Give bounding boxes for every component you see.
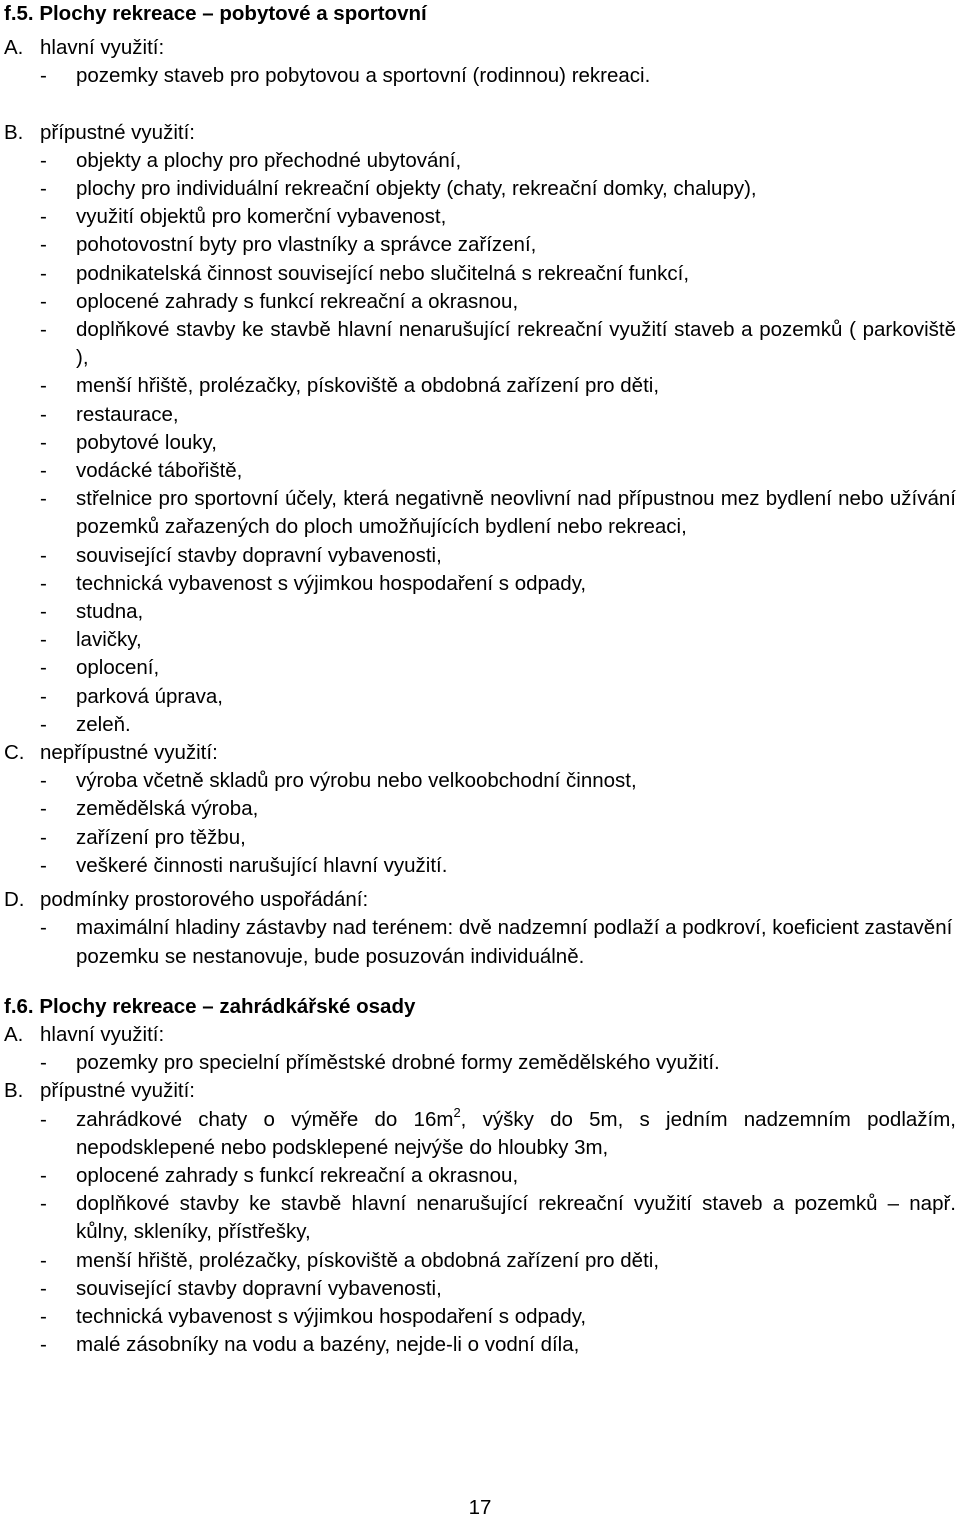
list-item: - parková úprava, [40, 684, 224, 708]
subsection-title: přípustné využití: [40, 1079, 195, 1103]
list-item: - využití objektů pro komerční vybavenost, [40, 205, 447, 229]
superscript: 2 [453, 1104, 461, 1120]
list-item: - plochy pro individuální rekreační objekty (chaty, rekreační domky, chalupy), [40, 177, 757, 201]
subsection-letter: A. [4, 1022, 24, 1046]
list-f5-b [4, 147, 960, 739]
subsection-title: hlavní využití: [40, 36, 165, 60]
list-item: - menší hřiště, prolézačky, pískoviště a obdobná zařízení pro děti, [40, 1248, 660, 1272]
list-item: - objekty a plochy pro přechodné ubytování, [40, 148, 462, 172]
list-item: - restaurace, [40, 402, 179, 426]
list-item: - oplocené zahrady s funkcí rekreační a okrasnou, [40, 1163, 519, 1187]
subsection-label-f5-b [4, 119, 960, 147]
subsection-label-f5-d [4, 886, 960, 914]
list-item: - výroba včetně skladů pro výrobu nebo velkoobchodní činnost, [40, 769, 637, 793]
page-number: 17 [468, 1496, 492, 1519]
section-heading-f6: f.6. Plochy rekreace – zahrádkářské osady [4, 994, 416, 1018]
list-item: - související stavby dopravní vybavenosti, [40, 1276, 442, 1300]
list-item: - pozemky staveb pro pobytovou a sportovní (rodinnou) rekreaci. [40, 64, 651, 88]
subsection-letter: B. [4, 1079, 24, 1103]
subsection-letter: A. [4, 36, 24, 60]
subsection-label-f6-a [4, 1021, 960, 1049]
subsection-letter: C. [4, 741, 25, 765]
list-item: - související stavby dopravní vybavenosti, [40, 543, 442, 567]
list-f5-d [4, 914, 960, 970]
subsection-label-f5-c [4, 739, 960, 767]
list-item: - lavičky, [40, 628, 142, 652]
list-item: - technická vybavenost s výjimkou hospodaření s odpady, [40, 1304, 587, 1328]
subsection-label-f5-a [4, 34, 960, 62]
list-item: - menší hřiště, prolézačky, pískoviště a obdobná zařízení pro děti, [40, 374, 660, 398]
subsection-letter: B. [4, 120, 24, 144]
list-item: - oplocení, [40, 656, 160, 680]
subsection-letter: D. [4, 888, 25, 912]
list-item: - zemědělská výroba, [40, 797, 259, 821]
list-item: - pohotovostní byty pro vlastníky a správce zařízení, [40, 233, 537, 257]
list-item: - podnikatelská činnost související nebo slučitelná s rekreační funkcí, [40, 261, 690, 285]
section-heading-f5: f.5. Plochy rekreace – pobytové a sportovní [4, 2, 427, 25]
list-item: - doplňkové stavby ke stavbě hlavní nenarušující rekreační využití staveb a pozemků – např. kůlny, skleníky, přístřešky, [40, 1192, 956, 1244]
subsection-title: přípustné využití: [40, 120, 195, 144]
subsection-title: hlavní využití: [40, 1022, 165, 1046]
list-item: - doplňkové stavby ke stavbě hlavní nenarušující rekreační využití staveb a pozemků ( parkoviště ), [40, 318, 956, 370]
list-item: - malé zásobníky na vodu a bazény, nejde-li o vodní díla, [40, 1333, 580, 1357]
list-f6-a [4, 1049, 960, 1077]
list-item: - veškeré činnosti narušující hlavní využití. [40, 853, 448, 877]
subsection-label-f6-b [4, 1077, 960, 1105]
subsection-title: podmínky prostorového uspořádání: [40, 888, 369, 912]
list-item: - maximální hladiny zástavby nad terénem: dvě nadzemní podlaží a podkroví, koeficient zastavění pozemku se nestanovuje, bude posuzován individuálně. [40, 916, 953, 968]
list-item: - pozemky pro specielní příměstské drobné formy zemědělského využití. [40, 1051, 720, 1075]
subsection-title: nepřípustné využití: [40, 741, 218, 765]
list-item: - zeleň. [40, 712, 131, 736]
list-f5-c [4, 767, 960, 880]
list-f6-b [4, 1106, 960, 1360]
list-item: - technická vybavenost s výjimkou hospodaření s odpady, [40, 571, 587, 595]
list-item: - oplocené zahrady s funkcí rekreační a okrasnou, [40, 289, 519, 313]
list-item: - vodácké tábořiště, [40, 459, 243, 483]
list-item: - zahrádkové chaty o výměře do $16m^2$, výšky do 5m, s jedním nadzemním podlažím, nepodsklepené nebo podsklepené nejvýše do hloubky 3m, [40, 1104, 956, 1159]
list-f5-a [4, 62, 960, 90]
list-item: - pobytové louky, [40, 430, 217, 454]
list-item: - zařízení pro těžbu, [40, 825, 246, 849]
list-item: - studna, [40, 600, 144, 624]
list-item: - střelnice pro sportovní účely, která negativně neovlivní nad přípustnou mez bydlení nebo užívání pozemků zařazených do ploch umožňujících bydlení nebo rekreaci, [40, 487, 956, 539]
